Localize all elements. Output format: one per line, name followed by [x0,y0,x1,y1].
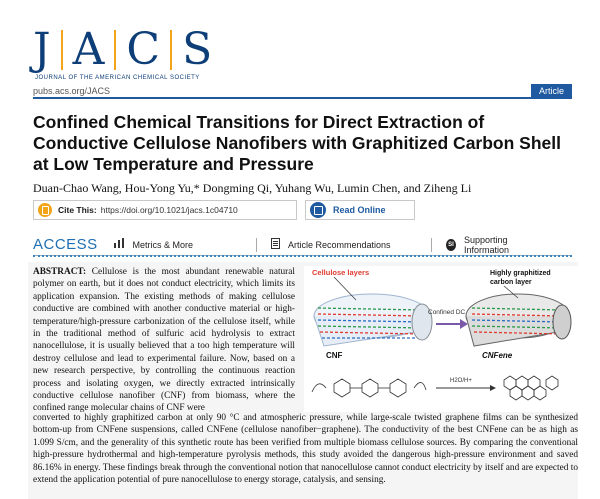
molecular-scheme [312,376,558,400]
graphitized-label-line1: Highly graphitized [490,270,551,277]
abstract-text-full-width: converted to highly graphitized carbon at only 90 °C and atmospheric pressure, while large-scale twisted graphene films can be synthesized bottom-up from CNFene suspensions, called CNFene (cellulose nanofiber−graphene). The conductivity of the best CNFene can be as high as 1.099 S/cm, and the generality of this synthetic route has been verified from multiple biomass cellulose sources. By comparing the conventional high-pressure hydrothermal and high-temperature pyrolysis methods, this study avoided the dangerous high-pressure environment and saved 86.16% in energy. These findings break through the conventional notion that nanocellulose cannot conduct electricity by itself and are expected to extend the application potential of pure nanocellulose to energy storage, catalysis, and sensing. [33,413,578,486]
metrics-link[interactable] [114,238,227,251]
bar-chart-icon [114,238,125,251]
logo-bar [61,30,63,70]
article-title: Confined Chemical Transitions for Direct Extraction of Conductive Cellulose Nanofibers with Graphitized Carbon Shell at Low Temperature and Pressure [33,112,561,174]
read-online-button[interactable] [305,200,415,220]
cnfene-cylinder [466,294,571,346]
abstract-text-column [33,266,295,415]
article-type-badge: Article [531,84,572,98]
abstract-part-1: Cellulose is the most abundant renewable natural polymer on earth, but it does not conduct electricity, which limits its application expansion. The existing methods of making cellulose conductive are combined with another conductive material or high-temperature/high-pressure carbonization of the cellulose itself, while in the traditional method of sulfuric acid hydrolysis to extract nanocellulose, it is usually believed that a too high temperature will destroy cellulose and lead to experimental failure. Now, based on a new research perspective, by controlling the continuous reaction process and isolating oxygen, we directly extracted intrinsically conductive cellulose nanofiber (CNF) from biomass, where the confined range molecular chains of CNF were [33,267,295,414]
read-online-label: Read Online [333,205,386,215]
toc-graphic [304,266,580,412]
cite-icon [38,203,52,217]
logo-letter: S [182,24,213,75]
recommendations-label: Article Recommendations [287,239,391,250]
graphitized-label-line2: carbon layer [490,279,532,286]
jacs-logo[interactable] [33,24,213,81]
reagent-label: H2O/H+ [450,378,472,384]
abstract-label: ABSTRACT: [33,267,87,277]
access-label: ACCESS [33,236,98,253]
metrics-label: Metrics & More [132,239,194,250]
toc-graphic-svg [304,266,580,412]
journal-url-link[interactable]: pubs.acs.org/JACS [33,86,111,96]
logo-letters [33,24,213,75]
cite-this-button[interactable] [33,200,297,220]
header-divider [33,97,572,99]
access-dotted-rule [33,255,572,257]
journal-subtitle: JOURNAL OF THE AMERICAN CHEMICAL SOCIETY [35,75,200,81]
transform-arrow [436,319,468,329]
cellulose-layers-label: Cellulose layers [312,268,370,277]
supporting-info-label: Supporting Information [464,234,510,255]
document-icon [271,238,280,252]
recommendations-link[interactable] [271,238,401,252]
cnf-label: CNF [326,351,343,360]
cite-label: Cite This: [58,205,97,215]
supporting-info-link[interactable] [446,235,542,255]
cnf-cylinder [314,294,432,346]
confined-dc-label: Confined DC [428,309,466,316]
logo-letter: A [72,24,105,75]
logo-bar [114,30,116,70]
access-bar [33,234,572,256]
doi-link[interactable]: https://doi.org/10.1021/jacs.1c04710 [100,205,238,215]
supporting-info-icon: SI [446,239,456,251]
cnfene-label: CNFene [482,351,513,360]
separator [431,238,432,252]
separator [256,238,257,252]
logo-letter: C [126,24,161,75]
logo-bar [170,30,172,70]
logo-letter: J [33,24,51,75]
read-online-icon [310,202,326,218]
reaction-arrow [436,385,496,391]
author-list: Duan-Chao Wang, Hou-Yong Yu,* Dongming Qi, Yuhang Wu, Lumin Chen, and Ziheng Li [33,181,472,195]
